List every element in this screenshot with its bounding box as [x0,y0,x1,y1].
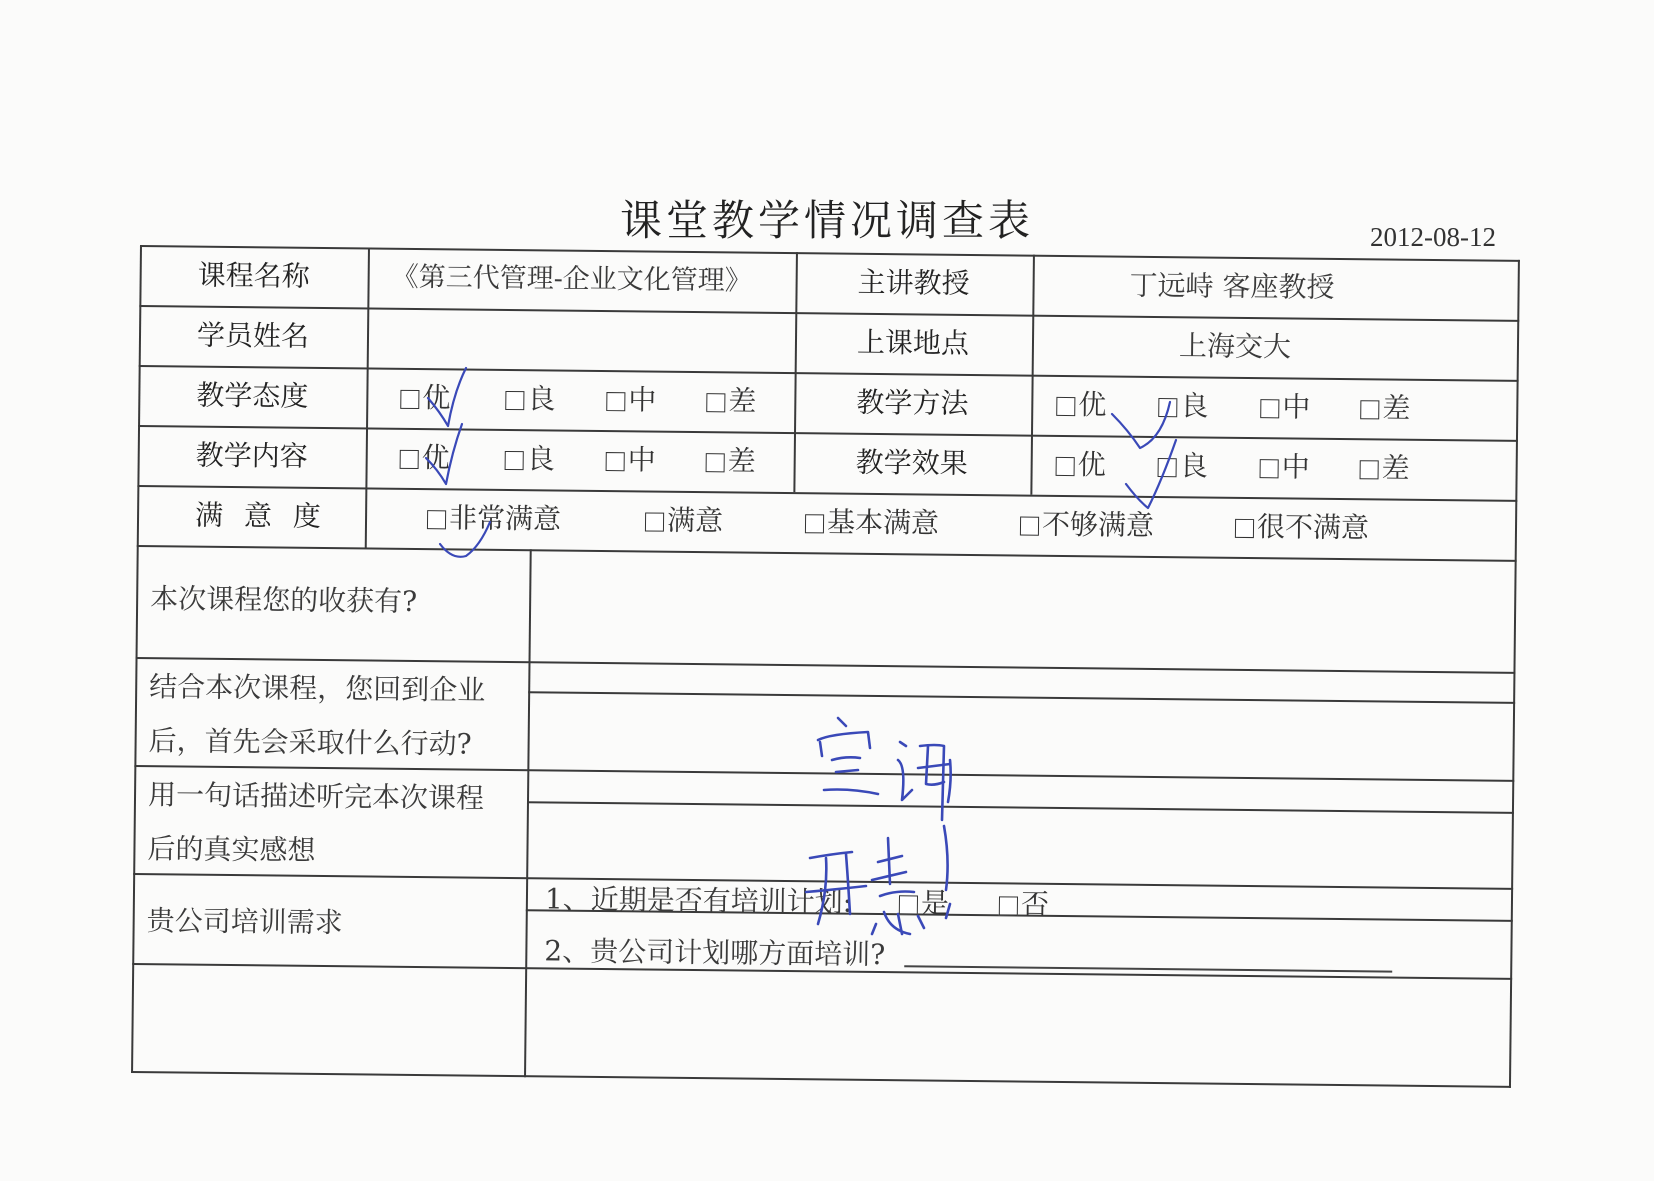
check-mark-icon [440,522,490,557]
check-mark-icon [1126,440,1176,508]
handwritten-answer-feeling-icon [806,826,950,934]
label-location: 上课地点 [856,325,970,360]
satisfaction-option-very-unsatisfied[interactable]: 很不满意 [1235,513,1369,542]
method-option-good[interactable]: 良 [1158,392,1208,421]
training-option-yes[interactable]: 是 [899,889,949,918]
label-professor: 主讲教授 [857,265,970,300]
method-option-poor[interactable]: 差 [1360,394,1410,423]
label-training-needs: 贵公司培训需求 [146,904,343,940]
attitude-option-excellent[interactable]: 优 [400,384,450,413]
label-satisfaction: 满 意 度 [194,498,328,534]
satisfaction-option-basic[interactable]: 基本满意 [805,508,939,537]
effect-option-poor[interactable]: 差 [1360,454,1410,483]
effect-option-excellent[interactable]: 优 [1056,451,1106,480]
content-option-poor[interactable]: 差 [706,447,756,476]
satisfaction-option-satisfied[interactable]: 满意 [645,506,723,535]
course-name-value: 《第三代管理-企业文化管理》 [391,261,752,297]
label-action-line2: 后，首先会采取什么行动? [148,724,472,761]
check-mark-icon [1112,402,1170,448]
label-teaching-attitude: 教学态度 [196,378,309,413]
effect-option-medium[interactable]: 中 [1260,453,1310,482]
handwritten-answer-action-icon [818,718,951,820]
effect-option-good[interactable]: 良 [1158,452,1208,481]
professor-value: 丁远峙 客座教授 [1129,268,1335,304]
label-feeling-line2: 后的真实感想 [147,832,316,867]
label-action-line1: 结合本次课程，您回到企业 [149,670,486,707]
label-feeling-line1: 用一句话描述听完本次课程 [147,778,485,815]
form-date: 2012-08-12 [1370,222,1496,252]
attitude-option-medium[interactable]: 中 [606,386,656,415]
method-option-medium[interactable]: 中 [1260,393,1310,422]
method-option-excellent[interactable]: 优 [1056,391,1106,420]
satisfaction-option-very-satisfied[interactable]: 非常满意 [427,504,561,533]
training-option-no[interactable]: 否 [999,890,1049,919]
training-question-2: 2、贵公司计划哪方面培训? [544,934,886,972]
content-option-medium[interactable]: 中 [606,446,656,475]
training-question-1: 1、近期是否有培训计划: [544,882,853,919]
content-option-good[interactable]: 良 [505,445,555,474]
check-mark-icon [426,424,462,484]
satisfaction-option-not-enough[interactable]: 不够满意 [1020,511,1154,540]
form-title: 课堂教学情况调查表 [619,196,1034,245]
attitude-option-poor[interactable]: 差 [706,387,756,416]
label-course-name: 课程名称 [197,258,310,293]
label-teaching-effect: 教学效果 [855,445,968,480]
check-mark-icon [428,368,466,426]
content-option-excellent[interactable]: 优 [400,444,450,473]
label-teaching-method: 教学方法 [856,385,969,420]
location-value: 上海交大 [1178,329,1292,364]
label-student-name: 学员姓名 [196,318,310,353]
attitude-option-good[interactable]: 良 [505,385,555,414]
label-teaching-content: 教学内容 [195,438,308,473]
label-course-gain: 本次课程您的收获有? [149,582,418,619]
